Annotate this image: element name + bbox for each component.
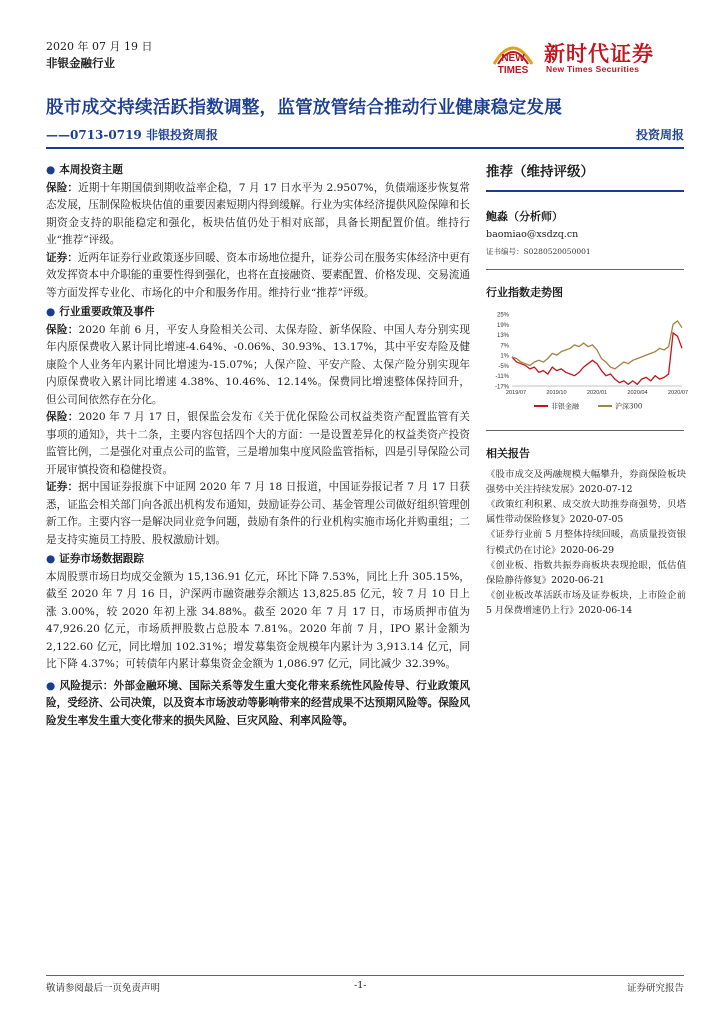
related-report-item[interactable]: 《政策红利积累、成交放大助推券商强势，贝塔属性带动保险修复》2020-07-05: [486, 498, 686, 526]
page-number: -1-: [354, 980, 367, 991]
legend-label: 非银金融: [551, 402, 579, 410]
analyst-email[interactable]: baomiao@xsdzq.cn: [486, 228, 579, 240]
paragraph-securities-policy: 证券：据中国证券报旗下中证网 2020 年 7 月 18 日报道，中国证券报记者 7 月 17 日获悉，证监会相关部门向各派出机构发布通知，鼓励证券公司、基金管理公司做好组织管理创新工作。主要内容一是解决同业竞争问题，鼓励有条件的行业机构实施市场化并购重组；二是支持实施员工持股、股权激励计划。: [46, 481, 471, 546]
sidebar-divider: [486, 430, 684, 431]
x-tick-label: 2020/04: [627, 389, 648, 396]
logo-chinese-name: 新时代证券: [544, 41, 654, 66]
risk-warning: ● 风险提示：外部金融环境、国际关系等发生重大变化带来系统性风险传导、行业政策风险，受经济、公司决策，以及资本市场波动等影响带来的经营成果不达预期风险等。保险风险发生率发生重大变化带来的损失风险、巨灾风险、利率风险等。: [46, 679, 471, 727]
paragraph-insurance-premium: 保险：2020 年前 6 月，平安人身险相关公司、太保寿险、新华保险、中国人寿分别实现年内原保费收入累计同比增速-4.64%、-0.06%、30.93%、13.17%，其中平安寿险及健康险个人业务年内累计同比增速为-15.07%；人保产险、平安产险、太保产险分别实现年内原保费收入累计同比增速 4.38%、10.46%、12.14%。保费同比增速整体保持回升，但公司间依然存在分化。: [46, 323, 470, 406]
y-tick-label: -17%: [494, 384, 509, 390]
footer-divider: [46, 975, 684, 976]
new-times-logo-icon: [488, 34, 538, 80]
bullet-icon: ●: [46, 553, 56, 565]
y-tick-label: 19%: [496, 322, 509, 329]
footer-label: 证券研究报告: [626, 983, 684, 994]
sidebar-divider: [486, 190, 684, 192]
chart-title: 行业指数走势图: [486, 285, 563, 299]
paragraph-insurance-policy: 保险：2020 年 7 月 17 日，银保监会发布《关于优化保险公司权益类资产配置监管有关事项的通知》，共十二条，主要内容包括四个大的方面：一是设置差异化的权益类资产投资监管比例，二是强化对重点公司的监管，三是增加集中度风险监管指标，四是引导保险公司开展审慎投资和稳健投资。: [46, 411, 471, 476]
chart-svg: [486, 310, 689, 418]
sector-label: 非银金融行业: [46, 56, 115, 70]
y-tick-label: 13%: [496, 332, 509, 339]
paragraph-market-data: 本周股票市场日均成交金额为 15,136.91 亿元，环比下降 7.53%，同比上升 305.15%，截至 2020 年 7 月 16 日，沪深两市融资融券余额达 13,825.85 亿元，较 7 月 10 日上涨 3.00%，较 2020 年初上涨 34.88%。截至 2020 年 7 月 17 日，市场质押市值为 47,926.20 亿元，市场质押股数占总股本 7.81%。2020 年前 7 月，IPO 累计金额为 2,122.60 亿元，同比增加 102.31%；增发募集资金规模年内累计为 3,913.14 亿元，同比下降 4.37%；可转债年内累计募集资金金额为 1,086.97 亿元，同比减少 32.39%。: [46, 570, 470, 670]
bullet-icon: ●: [46, 306, 56, 318]
y-tick-label: -11%: [495, 373, 509, 380]
disclaimer-note: 敬请参阅最后一页免责声明: [46, 983, 161, 994]
paragraph-insurance-theme: 保险：近期十年期国债到期收益率企稳，7 月 17 日水平为 2.9507%，负债端逐步恢复常态发展，压制保险板块估值的重要因素短期内得到缓解。行业为实体经济提供风险保障和长期资金支持的职能稳定和强化，板块估值仍处于相对底部，具备长期配置价值。维持行业“推荐”评级。: [46, 181, 471, 246]
series-line-1: [512, 320, 682, 368]
report-subtitle: ——0713-0719 非银投资周报: [46, 128, 218, 142]
bullet-icon: ●: [46, 679, 56, 692]
series-line-0: [512, 332, 682, 383]
y-tick-label: -5%: [498, 363, 509, 370]
x-tick-label: 2019/10: [546, 389, 567, 396]
certificate-number: 证书编号：S0280520050001: [486, 246, 591, 256]
report-type: 投资周报: [635, 128, 684, 142]
related-report-item[interactable]: 《股市成交及两融规模大幅攀升，券商保险板块强势中关注持续发展》2020-07-12: [486, 468, 686, 495]
sidebar-divider: [486, 269, 684, 270]
svg-text:TIMES: TIMES: [497, 65, 529, 76]
paragraph-securities-theme: 证券：近两年证券行业政策逐步回暖、资本市场地位提升，证券公司在服务实体经济中更有效发挥资本中介职能的重要性得到强化，也将在直接融资、要素配置、价格发现、交易流通等方面发挥专业化、市场化的中介和服务作用。维持行业“推荐”评级。: [46, 251, 471, 299]
report-date: 2020 年 07 月 19 日: [46, 40, 153, 53]
related-report-item[interactable]: 《创业板改革活跃市场及证券板块，上市险企前 5 月保费增速仍上行》2020-06-14: [486, 590, 686, 617]
svg-text:NEW: NEW: [501, 53, 525, 64]
report-title: 股市成交持续活跃指数调整，监管放管结合推动行业健康稳定发展: [46, 97, 563, 118]
main-content: [46, 160, 470, 730]
legend-label: 沪深300: [615, 402, 643, 410]
analyst-name: 鲍淼（分析师）: [486, 209, 563, 223]
y-tick-label: 25%: [496, 312, 509, 318]
y-tick-label: 1%: [500, 353, 509, 360]
section-heading: ● 证券市场数据跟踪: [46, 553, 144, 565]
y-tick-label: 7%: [500, 342, 509, 349]
x-tick-label: 2020/01: [586, 389, 608, 396]
related-report-item[interactable]: 《证券行业前 5 月整体持续回暖，高质量投资银行模式仍在讨论》2020-06-29: [486, 529, 686, 556]
title-divider: [46, 147, 684, 149]
company-logo: [488, 34, 688, 80]
rating: 推荐（维持评级）: [486, 164, 594, 180]
related-reports-list: [486, 467, 686, 619]
section-heading: ● 行业重要政策及事件: [46, 306, 155, 318]
bullet-icon: ●: [46, 164, 56, 176]
x-tick-label: 2020/07: [667, 389, 689, 396]
related-report-item[interactable]: 《创业板、指数共振券商板块表现抢眼，低估值保险静待修复》2020-06-21: [486, 559, 686, 586]
index-trend-chart: [486, 310, 689, 418]
logo-english-name: New Times Securities: [546, 64, 640, 74]
section-heading: ● 本周投资主题: [46, 164, 123, 176]
related-reports-title: 相关报告: [486, 446, 530, 460]
x-tick-label: 2019/07: [505, 389, 527, 396]
sidebar: [486, 160, 689, 619]
